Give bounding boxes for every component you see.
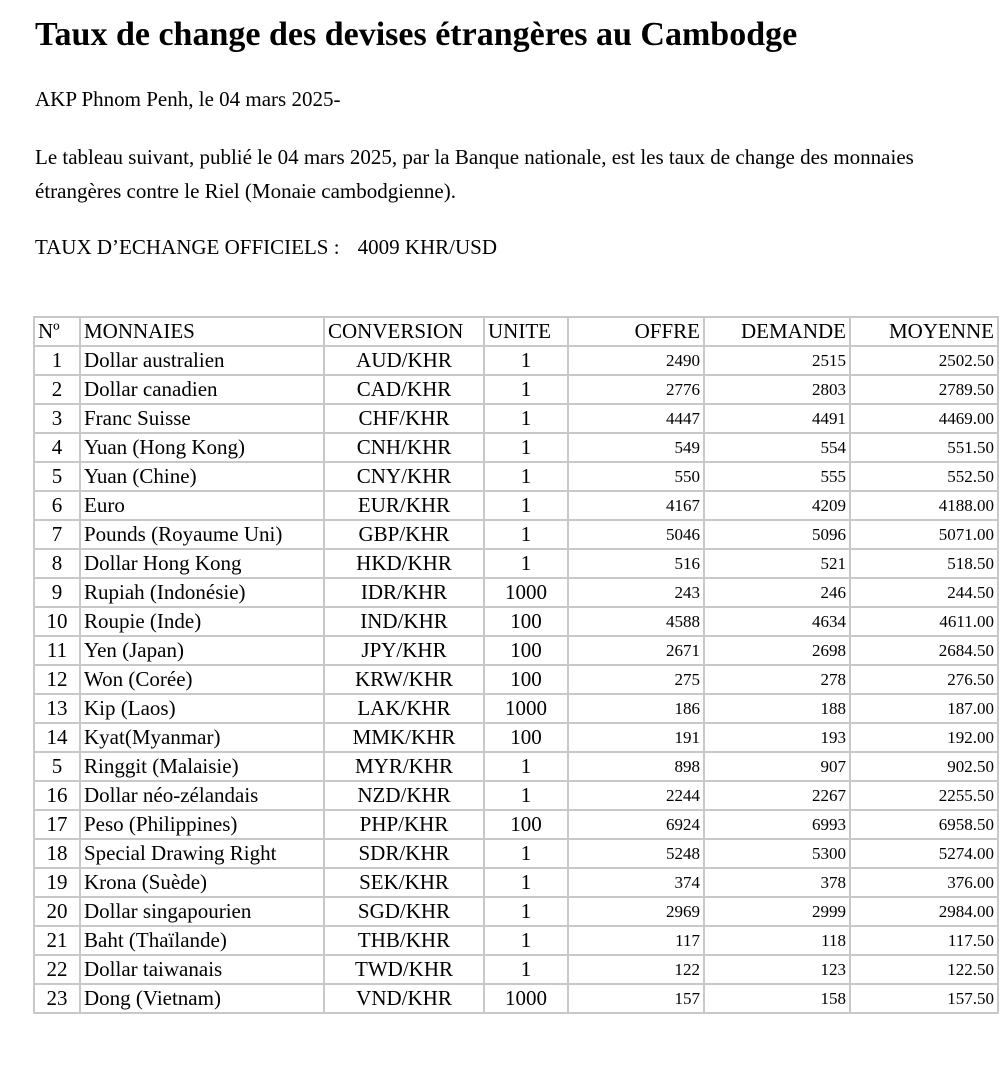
conversion-pair: EUR/KHR xyxy=(324,491,484,520)
conversion-pair: TWD/KHR xyxy=(324,955,484,984)
conversion-pair: GBP/KHR xyxy=(324,520,484,549)
offer-rate: 6924 xyxy=(568,810,704,839)
demand-rate: 6993 xyxy=(704,810,850,839)
offer-rate: 157 xyxy=(568,984,704,1013)
row-number: 5 xyxy=(34,752,80,781)
demand-rate: 188 xyxy=(704,694,850,723)
demand-rate: 907 xyxy=(704,752,850,781)
unit-value: 1 xyxy=(484,462,568,491)
unit-value: 1 xyxy=(484,955,568,984)
table-row xyxy=(34,897,998,926)
table-header-row xyxy=(34,317,998,346)
header-demand: DEMANDE xyxy=(704,317,850,346)
average-rate: 2984.00 xyxy=(850,897,998,926)
row-number: 22 xyxy=(34,955,80,984)
unit-value: 100 xyxy=(484,636,568,665)
row-number: 6 xyxy=(34,491,80,520)
demand-rate: 2698 xyxy=(704,636,850,665)
conversion-pair: JPY/KHR xyxy=(324,636,484,665)
offer-rate: 374 xyxy=(568,868,704,897)
offer-rate: 275 xyxy=(568,665,704,694)
row-number: 8 xyxy=(34,549,80,578)
currency-name: Euro xyxy=(80,491,324,520)
conversion-pair: KRW/KHR xyxy=(324,665,484,694)
unit-value: 1 xyxy=(484,926,568,955)
conversion-pair: LAK/KHR xyxy=(324,694,484,723)
conversion-pair: CAD/KHR xyxy=(324,375,484,404)
unit-value: 1 xyxy=(484,346,568,375)
row-number: 17 xyxy=(34,810,80,839)
conversion-pair: THB/KHR xyxy=(324,926,484,955)
currency-name: Ringgit (Malaisie) xyxy=(80,752,324,781)
average-rate: 276.50 xyxy=(850,665,998,694)
currency-name: Peso (Philippines) xyxy=(80,810,324,839)
table-row xyxy=(34,462,998,491)
header-average: MOYENNE xyxy=(850,317,998,346)
table-row xyxy=(34,404,998,433)
demand-rate: 4634 xyxy=(704,607,850,636)
average-rate: 187.00 xyxy=(850,694,998,723)
conversion-pair: CNY/KHR xyxy=(324,462,484,491)
offer-rate: 2671 xyxy=(568,636,704,665)
row-number: 7 xyxy=(34,520,80,549)
row-number: 5 xyxy=(34,462,80,491)
conversion-pair: AUD/KHR xyxy=(324,346,484,375)
conversion-pair: HKD/KHR xyxy=(324,549,484,578)
demand-rate: 158 xyxy=(704,984,850,1013)
table-row xyxy=(34,520,998,549)
demand-rate: 118 xyxy=(704,926,850,955)
conversion-pair: IDR/KHR xyxy=(324,578,484,607)
average-rate: 157.50 xyxy=(850,984,998,1013)
currency-name: Dollar Hong Kong xyxy=(80,549,324,578)
table-row xyxy=(34,433,998,462)
row-number: 4 xyxy=(34,433,80,462)
row-number: 21 xyxy=(34,926,80,955)
demand-rate: 5300 xyxy=(704,839,850,868)
currency-name: Won (Corée) xyxy=(80,665,324,694)
row-number: 9 xyxy=(34,578,80,607)
demand-rate: 5096 xyxy=(704,520,850,549)
offer-rate: 186 xyxy=(568,694,704,723)
offer-rate: 516 xyxy=(568,549,704,578)
table-row xyxy=(34,549,998,578)
table-row xyxy=(34,926,998,955)
conversion-pair: CNH/KHR xyxy=(324,433,484,462)
offer-rate: 117 xyxy=(568,926,704,955)
unit-value: 100 xyxy=(484,665,568,694)
table-row xyxy=(34,810,998,839)
unit-value: 100 xyxy=(484,723,568,752)
currency-name: Yuan (Hong Kong) xyxy=(80,433,324,462)
currency-name: Dollar canadien xyxy=(80,375,324,404)
average-rate: 122.50 xyxy=(850,955,998,984)
conversion-pair: IND/KHR xyxy=(324,607,484,636)
table-row xyxy=(34,346,998,375)
currency-name: Baht (Thaïlande) xyxy=(80,926,324,955)
unit-value: 1 xyxy=(484,404,568,433)
unit-value: 1 xyxy=(484,839,568,868)
row-number: 14 xyxy=(34,723,80,752)
currency-name: Roupie (Inde) xyxy=(80,607,324,636)
unit-value: 100 xyxy=(484,607,568,636)
average-rate: 2684.50 xyxy=(850,636,998,665)
conversion-pair: CHF/KHR xyxy=(324,404,484,433)
offer-rate: 5046 xyxy=(568,520,704,549)
header-currency: MONNAIES xyxy=(80,317,324,346)
dateline: AKP Phnom Penh, le 04 mars 2025- xyxy=(35,87,341,111)
table-row xyxy=(34,839,998,868)
currency-name: Franc Suisse xyxy=(80,404,324,433)
offer-rate: 4447 xyxy=(568,404,704,433)
average-rate: 2502.50 xyxy=(850,346,998,375)
conversion-pair: MYR/KHR xyxy=(324,752,484,781)
currency-name: Special Drawing Right xyxy=(80,839,324,868)
average-rate: 6958.50 xyxy=(850,810,998,839)
average-rate: 192.00 xyxy=(850,723,998,752)
offer-rate: 898 xyxy=(568,752,704,781)
unit-value: 1 xyxy=(484,520,568,549)
currency-name: Pounds (Royaume Uni) xyxy=(80,520,324,549)
average-rate: 902.50 xyxy=(850,752,998,781)
row-number: 19 xyxy=(34,868,80,897)
offer-rate: 550 xyxy=(568,462,704,491)
currency-name: Dollar australien xyxy=(80,346,324,375)
average-rate: 5071.00 xyxy=(850,520,998,549)
table-row xyxy=(34,868,998,897)
table-body xyxy=(34,346,998,1013)
table-row xyxy=(34,607,998,636)
unit-value: 1 xyxy=(484,491,568,520)
row-number: 10 xyxy=(34,607,80,636)
header-number: Nº xyxy=(34,317,80,346)
unit-value: 1 xyxy=(484,549,568,578)
table-row xyxy=(34,984,998,1013)
average-rate: 117.50 xyxy=(850,926,998,955)
official-rate-line xyxy=(35,234,497,260)
official-rate-label: TAUX D’ECHANGE OFFICIELS : xyxy=(35,235,340,259)
average-rate: 552.50 xyxy=(850,462,998,491)
offer-rate: 4588 xyxy=(568,607,704,636)
average-rate: 244.50 xyxy=(850,578,998,607)
header-offer: OFFRE xyxy=(568,317,704,346)
table-row xyxy=(34,752,998,781)
header-conversion: CONVERSION xyxy=(324,317,484,346)
demand-rate: 555 xyxy=(704,462,850,491)
offer-rate: 122 xyxy=(568,955,704,984)
demand-rate: 554 xyxy=(704,433,850,462)
unit-value: 1 xyxy=(484,433,568,462)
currency-name: Kip (Laos) xyxy=(80,694,324,723)
demand-rate: 4209 xyxy=(704,491,850,520)
demand-rate: 278 xyxy=(704,665,850,694)
unit-value: 100 xyxy=(484,810,568,839)
row-number: 2 xyxy=(34,375,80,404)
conversion-pair: PHP/KHR xyxy=(324,810,484,839)
offer-rate: 4167 xyxy=(568,491,704,520)
row-number: 3 xyxy=(34,404,80,433)
demand-rate: 378 xyxy=(704,868,850,897)
demand-rate: 246 xyxy=(704,578,850,607)
table-row xyxy=(34,578,998,607)
currency-name: Yen (Japan) xyxy=(80,636,324,665)
currency-name: Dollar taiwanais xyxy=(80,955,324,984)
conversion-pair: MMK/KHR xyxy=(324,723,484,752)
average-rate: 551.50 xyxy=(850,433,998,462)
demand-rate: 4491 xyxy=(704,404,850,433)
offer-rate: 549 xyxy=(568,433,704,462)
unit-value: 1000 xyxy=(484,578,568,607)
official-rate-value: 4009 KHR/USD xyxy=(357,235,497,259)
demand-rate: 2803 xyxy=(704,375,850,404)
offer-rate: 2490 xyxy=(568,346,704,375)
unit-value: 1 xyxy=(484,897,568,926)
table-row xyxy=(34,955,998,984)
demand-rate: 2999 xyxy=(704,897,850,926)
offer-rate: 5248 xyxy=(568,839,704,868)
average-rate: 2255.50 xyxy=(850,781,998,810)
currency-name: Rupiah (Indonésie) xyxy=(80,578,324,607)
offer-rate: 2969 xyxy=(568,897,704,926)
intro-paragraph: Le tableau suivant, publié le 04 mars 2025, par la Banque nationale, est les taux de change des monnaies étrangères contre le Riel (Monaie cambodgienne). xyxy=(35,145,914,203)
currency-name: Dollar néo-zélandais xyxy=(80,781,324,810)
demand-rate: 2267 xyxy=(704,781,850,810)
average-rate: 2789.50 xyxy=(850,375,998,404)
page-title: Taux de change des devises étrangères au Cambodge xyxy=(35,16,798,53)
offer-rate: 243 xyxy=(568,578,704,607)
currency-name: Kyat(Myanmar) xyxy=(80,723,324,752)
conversion-pair: SDR/KHR xyxy=(324,839,484,868)
row-number: 13 xyxy=(34,694,80,723)
average-rate: 4611.00 xyxy=(850,607,998,636)
header-unit: UNITE xyxy=(484,317,568,346)
unit-value: 1000 xyxy=(484,694,568,723)
row-number: 18 xyxy=(34,839,80,868)
row-number: 23 xyxy=(34,984,80,1013)
average-rate: 376.00 xyxy=(850,868,998,897)
average-rate: 4188.00 xyxy=(850,491,998,520)
row-number: 16 xyxy=(34,781,80,810)
table-row xyxy=(34,694,998,723)
exchange-rate-table xyxy=(33,316,999,1014)
conversion-pair: VND/KHR xyxy=(324,984,484,1013)
row-number: 12 xyxy=(34,665,80,694)
currency-name: Dollar singapourien xyxy=(80,897,324,926)
table-row xyxy=(34,491,998,520)
table-row xyxy=(34,636,998,665)
currency-name: Yuan (Chine) xyxy=(80,462,324,491)
row-number: 20 xyxy=(34,897,80,926)
offer-rate: 191 xyxy=(568,723,704,752)
average-rate: 4469.00 xyxy=(850,404,998,433)
conversion-pair: NZD/KHR xyxy=(324,781,484,810)
table-row xyxy=(34,375,998,404)
unit-value: 1000 xyxy=(484,984,568,1013)
unit-value: 1 xyxy=(484,375,568,404)
table-row xyxy=(34,665,998,694)
average-rate: 518.50 xyxy=(850,549,998,578)
offer-rate: 2244 xyxy=(568,781,704,810)
offer-rate: 2776 xyxy=(568,375,704,404)
currency-name: Krona (Suède) xyxy=(80,868,324,897)
demand-rate: 521 xyxy=(704,549,850,578)
table-row xyxy=(34,723,998,752)
currency-name: Dong (Vietnam) xyxy=(80,984,324,1013)
demand-rate: 193 xyxy=(704,723,850,752)
demand-rate: 123 xyxy=(704,955,850,984)
average-rate: 5274.00 xyxy=(850,839,998,868)
unit-value: 1 xyxy=(484,781,568,810)
unit-value: 1 xyxy=(484,868,568,897)
row-number: 1 xyxy=(34,346,80,375)
row-number: 11 xyxy=(34,636,80,665)
demand-rate: 2515 xyxy=(704,346,850,375)
conversion-pair: SEK/KHR xyxy=(324,868,484,897)
conversion-pair: SGD/KHR xyxy=(324,897,484,926)
unit-value: 1 xyxy=(484,752,568,781)
table-row xyxy=(34,781,998,810)
